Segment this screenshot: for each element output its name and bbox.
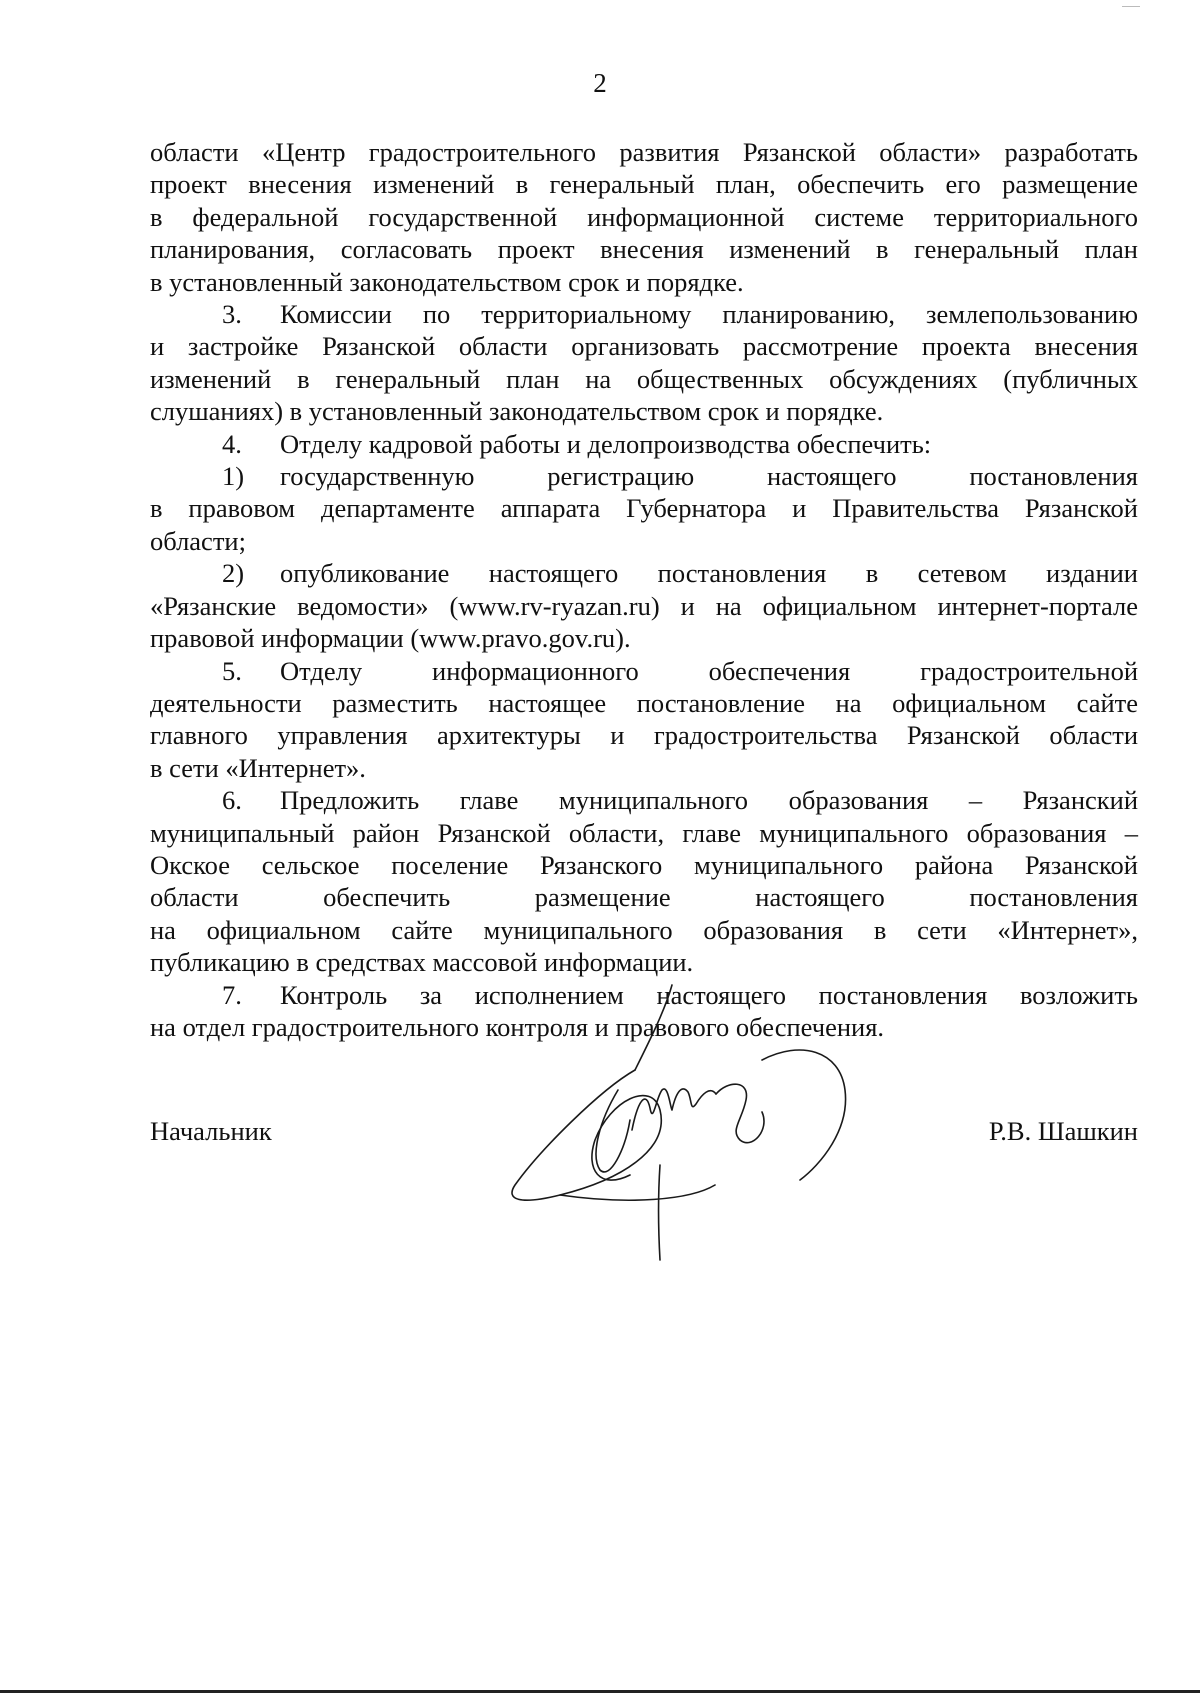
paragraph-line: на официальном сайте муниципального образования в сети «Интернет», bbox=[150, 914, 1138, 945]
paragraph-line: муниципальный район Рязанской области, главе муниципального образования – bbox=[150, 817, 1138, 848]
item-number: 6. bbox=[222, 785, 242, 816]
paragraph-line: проект внесения изменений в генеральный план, обеспечить его размещение bbox=[150, 169, 1138, 200]
item-number: 4. bbox=[222, 428, 242, 459]
item-number: 5. bbox=[222, 655, 242, 686]
paragraph-line: на отдел градостроительного контроля и правового обеспечения. bbox=[150, 1011, 885, 1042]
subitem-2-first-line bbox=[150, 557, 1138, 589]
page-number: 2 bbox=[593, 68, 607, 98]
paragraph-text: Отделу информационного обеспечения градостроительной bbox=[280, 655, 1138, 686]
page-bottom-border bbox=[0, 1690, 1200, 1693]
paragraph-text: государственную регистрацию настоящего постановления bbox=[280, 461, 1138, 492]
paragraph-line: и застройке Рязанской области организовать рассмотрение проекта внесения bbox=[150, 331, 1138, 362]
paragraph-text: Предложить главе муниципального образования – Рязанский bbox=[280, 785, 1138, 816]
paragraph-line: слушаниях) в установленный законодательством срок и порядке. bbox=[150, 396, 884, 427]
paragraph-line: Окское сельское поселение Рязанского муниципального района Рязанской bbox=[150, 849, 1138, 880]
paragraph-3-first-line bbox=[150, 298, 1138, 330]
item-number: 7. bbox=[222, 979, 242, 1010]
paragraph-line: главного управления архитектуры и градостроительства Рязанской области bbox=[150, 720, 1138, 751]
paragraph-line: «Рязанские ведомости» (www.rv-ryazan.ru) и на официальном интернет-портале bbox=[150, 590, 1138, 621]
paragraph-line: в сети «Интернет». bbox=[150, 752, 366, 783]
paragraph-5-first-line bbox=[150, 655, 1138, 687]
paragraph-text: опубликование настоящего постановления в сетевом издании bbox=[280, 558, 1138, 589]
paragraph-4-first-line bbox=[150, 428, 1138, 460]
item-number: 3. bbox=[222, 299, 242, 330]
paragraph-line: в федеральной государственной информационной системе территориального bbox=[150, 201, 1138, 232]
document-body bbox=[150, 136, 1138, 1043]
paragraph-line: области «Центр градостроительного развития Рязанской области» разработать bbox=[150, 137, 1138, 167]
signatory-name: Р.В. Шашкин bbox=[988, 1116, 1138, 1146]
signatory-title: Начальник bbox=[150, 1116, 272, 1146]
paragraph-line: области обеспечить размещение настоящего постановления bbox=[150, 882, 1138, 913]
paragraph-line: области; bbox=[150, 525, 246, 556]
paragraph-text: Отделу кадровой работы и делопроизводства обеспечить: bbox=[280, 428, 932, 459]
paragraph-6-first-line bbox=[150, 784, 1138, 816]
handwritten-signature bbox=[500, 980, 920, 1270]
paragraph-line: изменений в генеральный план на общественных обсуждениях (публичных bbox=[150, 363, 1138, 394]
paragraph-line: деятельности разместить настоящее постановление на официальном сайте bbox=[150, 687, 1138, 718]
paragraph-line: в правовом департаменте аппарата Губернатора и Правительства Рязанской bbox=[150, 493, 1138, 524]
item-number: 2) bbox=[222, 558, 245, 589]
paragraph-text: Контроль за исполнением настоящего постановления возложить bbox=[280, 979, 1138, 1010]
paragraph-text: Комиссии по территориальному планированию, землепользованию bbox=[280, 299, 1138, 330]
item-number: 1) bbox=[222, 461, 245, 492]
paragraph-line: публикацию в средствах массовой информации. bbox=[150, 947, 694, 978]
paragraph-line: правовой информации (www.pravo.gov.ru). bbox=[150, 623, 631, 654]
scan-mark bbox=[1122, 6, 1140, 7]
paragraph-line: планирования, согласовать проект внесения изменений в генеральный план bbox=[150, 234, 1138, 265]
subitem-1-first-line bbox=[150, 460, 1138, 492]
paragraph-line: в установленный законодательством срок и порядке. bbox=[150, 266, 744, 297]
